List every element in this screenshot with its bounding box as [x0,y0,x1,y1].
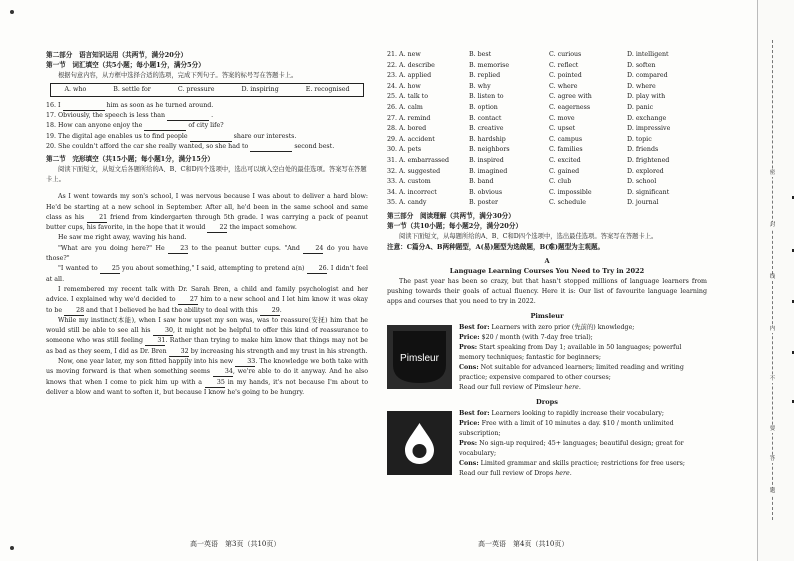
option-choice: 31. A. embarrassed [387,156,450,164]
option-row [387,156,707,167]
option-row [387,188,707,199]
option-choice: D. where [627,82,656,90]
option-choice: 34. A. incorrect [387,188,437,196]
option-row [387,71,707,82]
seal-line-char: 内 [769,326,776,332]
app-review-text: Read our full review of Pimsleur [459,384,565,392]
option-choice: C. upset [549,125,576,133]
passage-text: the impact somehow. [227,224,297,232]
cloze-blank: 33 [235,358,255,367]
fill-item-prefix: 17. Obviously, the speech is less than [46,112,168,120]
option-row [387,92,707,103]
option-choice: B. memorise [469,61,510,69]
option-choice: C. agree with [549,93,592,101]
cloze-blank: 32 [169,348,189,357]
fill-item [46,121,368,131]
option-row [387,50,707,61]
cloze-blank: 29 [260,307,280,316]
app-entry-drops [387,409,707,480]
passage-text: As I went towards my son's school, I was nervous because I was about to deliver a hard blow: He'd be starting at a new school in September. After all, he'd been in the same school and same class as his [46,193,368,221]
passage-text: He saw me right away, waving his hand. [58,234,187,242]
option-choice: B. why [469,82,491,90]
answer-blank [167,112,209,121]
option-choice: 25. A. talk to [387,93,429,101]
option-choice: B. best [469,51,492,58]
app-review-end: . [578,384,581,392]
seal-line-char: 题 [769,488,776,494]
passage-text: Now, one year later, my son fitted happily into his new [58,358,236,366]
option-choice: 30. A. pets [387,146,422,154]
app-detail-value: No sign-up required; 45+ languages; beautiful design; great for vocabulary; [459,440,684,458]
passage-paragraph [46,192,368,233]
reading-section1-title: 第一节（共10小题；每小题2分，满分20分） [387,222,523,231]
option-choice: 27. A. remind [387,114,431,122]
app-detail-line [459,323,707,333]
option-choice: 22. A. describe [387,61,435,69]
word-box-option: D. inspiring [241,85,279,93]
option-choice: D. panic [627,103,654,111]
option-row [387,61,707,72]
app-review-end: . [569,470,572,478]
option-choice: B. obvious [469,188,503,196]
app-detail-line [459,409,707,419]
option-row [387,114,707,125]
app-detail-key: Price: [459,333,480,341]
option-choice: B. poster [469,199,498,207]
option-choice: C. eagerness [549,103,591,111]
option-row [387,103,707,114]
pimsleur-logo-text: Pimsleur [400,352,439,364]
cloze-blank: 21 [87,214,107,223]
reading-note: 注意：C篇分A、B两种题型，A(易)题型为选做题，B(难)题型为主观题。 [387,242,605,251]
cloze-blank: 35 [205,379,225,388]
reading-instructions: 阅读下面短文，从每题所给的A、B、C和D四个选项中，选出最佳选项。答案写在答题卡上。 [399,232,658,240]
word-box-option: C. pressure [177,85,215,93]
seal-line-char: 密 [769,170,776,176]
option-choice: D. impressive [627,125,671,133]
fill-item-suffix: him as soon as he turned around. [104,101,214,109]
app-detail-key: Cons: [459,460,479,468]
app-review-line [459,469,707,479]
passage-text: you about something," I said, attempting to pretend a(n) [119,265,307,273]
option-choice: C. reflect [549,61,579,69]
scan-mark [10,10,14,14]
part3-title: 第三部分 阅读理解（共两节，满分30分） [387,211,515,220]
option-choice: D. topic [627,135,652,143]
cloze-blank: 31 [145,337,165,346]
app-detail-value: $20 / month (with 7-day free trial); [479,333,593,341]
passage-text: , it might not be helpful to offer this kind of reassurance to someone who was still feeling [46,327,368,345]
option-choice: B. imagined [469,167,508,175]
passage-text: in my hands, it's not because I'm about to deliver a blow and want to soften it, but because I know he's going to be hungry. [46,378,369,396]
option-choice: C. schedule [549,199,586,207]
cloze-blank: 28 [64,307,84,316]
fill-item-suffix: second best. [292,143,335,151]
answer-blank [190,133,232,142]
option-choice: B. creative [469,125,504,133]
passage-paragraph [46,357,368,398]
word-box-option: A. who [64,85,87,93]
app-detail-key: Best for: [459,409,490,417]
fill-item-prefix: 18. How can anyone enjoy the [46,122,145,130]
pimsleur-details [459,323,707,394]
left-column [46,50,368,398]
section1-instructions: 根据句意内容，从方框中选择合适的选项，完成下列句子。答案的标号写在答题卡上。 [58,71,298,79]
section1-title: 第一节 词汇填空（共5小题；每小题1分，满分5分） [46,61,205,70]
option-choice: D. intelligent [627,51,669,58]
option-choice: B. option [469,103,498,111]
scan-mark [10,546,14,550]
seal-line-char: 线 [769,274,776,280]
cloze-passage [46,192,368,398]
option-choice: C. campus [549,135,583,143]
app-detail-value: Start speaking from Day 1; available in 50 languages; powerful memory techniques; fantastic for beginners; [459,344,682,362]
app-detail-value: Learners looking to rapidly increase their vocabulary; [489,409,665,417]
passage-text: and that I believed he had the ability to deal with this [84,306,260,314]
app-detail-value: Limited grammar and skills practice; restrictions for free users; [478,460,686,468]
option-choice: 23. A. applied [387,72,432,80]
option-choice: D. friends [627,146,659,154]
passage-text: . The knowledge we both take with us moving forward is that when something seems [46,358,368,376]
option-choice: D. compared [627,72,668,80]
passage-text: to the peanut butter cups. "And [188,244,304,252]
fill-item [46,111,368,121]
cloze-blank: 30 [153,327,173,336]
passage-text: friend from kindergarten through 5th grade. I was carrying a pack of peanut butter cups, his favorite, in the hope that it would [46,213,368,232]
option-row [387,135,707,146]
option-choice: B. hardship [469,135,506,143]
passage-text: , we're able to do it anyway. And he also knows that when I come to pick him up with a [46,368,368,386]
app-detail-line [459,363,707,383]
option-choice: C. move [549,114,575,122]
passage-text: him to a new school and I let him know it was okay to be [46,296,368,314]
option-row [387,177,707,188]
option-choice: D. school [627,178,657,186]
fill-item-prefix: 16. I [46,101,63,109]
pimsleur-logo-icon [387,325,452,389]
option-row [387,82,707,93]
app-review-link[interactable]: here [564,384,579,392]
option-choice: B. contact [469,114,502,122]
option-row [387,145,707,156]
option-choice: C. impossible [549,188,592,196]
cloze-options [387,50,707,209]
option-choice: C. club [549,178,572,186]
option-choice: B. band [469,178,494,186]
seal-line-char: 不 [769,376,776,382]
seal-line-char: 封 [769,222,776,228]
option-choice: 32. A. suggested [387,167,441,175]
option-choice: 21. A. new [387,51,421,58]
option-choice: 26. A. calm [387,103,423,111]
app-review-line [459,383,707,393]
option-choice: 35. A. candy [387,199,427,207]
right-column [387,50,707,479]
option-choice: C. curious [549,51,582,58]
passage-paragraph [46,244,368,265]
app-detail-value: Learners with zero prior (先前的) knowledge; [489,323,635,331]
app-name-drops: Drops [536,397,558,406]
cloze-blank: 26 [307,265,327,274]
option-row [387,198,707,209]
option-choice: 24. A. how [387,82,421,90]
app-detail-line [459,439,707,459]
app-name-pimsleur: Pimsleur [530,311,564,320]
drops-details [459,409,707,480]
answer-blank [144,122,186,131]
app-detail-value: Free with a limit of 10 minutes a day. $10 / month unlimited subscription; [459,419,674,438]
answer-blank [63,102,105,111]
cloze-blank: 34 [213,368,233,377]
option-choice: 33. A. custom [387,178,431,186]
app-entry-pimsleur [387,323,707,394]
option-choice: D. explored [627,167,664,175]
app-detail-key: Best for: [459,323,490,331]
answer-blank [250,143,292,152]
word-box-option: E. recognised [305,85,350,93]
option-choice: C. excited [549,156,581,164]
cloze-blank: 24 [303,245,323,254]
option-choice: D. significant [627,188,670,196]
passage-text: do you have those?" [46,244,369,263]
binding-margin [757,0,794,561]
footer-left: 高一英语 第3页（共10页） [190,540,281,548]
option-choice: D. journal [627,199,659,207]
fill-item [46,101,368,111]
option-row [387,124,707,135]
footer-right: 高一英语 第4页（共10页） [478,540,569,548]
word-box [50,83,364,97]
option-choice: C. where [549,82,578,90]
app-review-link[interactable]: here [555,470,570,478]
app-detail-key: Price: [459,419,480,427]
passage-text: "What are you doing here?" He [58,244,169,252]
passage-text: . Rather than trying to make him know that things may not be as bad as they seem, I did as Dr. Bren [46,337,368,355]
passage-text: While my instinct(本能), when I saw how upset my son was, was to reassure(安抚) him that he would still be able to see all his [46,316,368,335]
fill-item-prefix: 19. The digital age enables us to find people [46,132,190,140]
option-choice: 29. A. accident [387,135,435,143]
passage-paragraph [46,285,368,316]
passage-text: . [279,306,282,314]
option-choice: D. frightened [627,156,670,164]
option-choice: D. soften [627,61,656,69]
fill-in-items [46,101,368,152]
passage-paragraph [46,233,368,243]
cloze-blank: 25 [100,265,120,274]
fill-item-suffix: share our interests. [231,132,297,140]
passage-text: "I wanted to [58,265,100,273]
fill-item-suffix: . [209,112,214,120]
fill-item-prefix: 20. She couldn't afford the car she really wanted, so she had to [46,143,251,151]
cloze-blank: 27 [178,296,198,305]
option-choice: D. play with [627,93,666,101]
passage-intro: The past year has been so crazy, but that hasn't stopped millions of language learners from pushing towards their goals of actual fluency. Here it is: Our list of favourite language learning apps and courses that you need to try in 2022. [387,277,707,306]
app-detail-line [459,459,707,469]
option-choice: C. families [549,146,583,154]
option-choice: D. exchange [627,114,667,122]
fill-item [46,132,368,142]
passage-letter: A [544,257,550,266]
passage-text: . I didn't feel at all. [46,265,368,283]
app-detail-key: Pros: [459,440,478,448]
section2-instructions: 阅读下面短文，从短文后各题所给的A、B、C和D四个选项中，选出可以填入空白处的最佳选项。答案写在答题卡上。 [46,165,367,183]
app-detail-key: Cons: [459,364,479,372]
section2-title: 第二节 完形填空（共15小题；每小题1分，满分15分） [46,155,215,164]
passage-title: Language Learning Courses You Need to Try in 2022 [449,267,645,276]
word-box-option: B. settle for [113,85,151,93]
app-detail-line [459,419,707,439]
fill-item-suffix: of city life? [186,122,224,130]
app-detail-value: Not suitable for advanced learners; limited reading and writing practice; expensive compared to other courses; [459,364,684,382]
app-detail-key: Pros: [459,344,478,352]
option-row [387,167,707,178]
seal-line-char: 答 [769,456,776,462]
cloze-blank: 23 [168,245,188,254]
option-choice: B. replied [469,72,501,80]
option-choice: 28. A. bored [387,125,427,133]
passage-paragraph [46,264,368,285]
option-choice: C. pointed [549,72,582,80]
option-choice: B. neighbors [469,146,510,154]
cloze-blank: 22 [207,224,227,233]
app-detail-line [459,333,707,343]
fill-item [46,142,368,152]
app-review-text: Read our full review of Drops [459,470,556,478]
seal-line-char: 要 [769,426,776,432]
option-choice: B. inspired [469,156,504,164]
option-choice: C. gained [549,167,580,175]
part2-title: 第二部分 语言知识运用（共两节，满分20分） [46,51,188,59]
passage-paragraph [46,316,368,357]
option-choice: B. listen to [469,93,504,101]
drops-logo-icon [387,411,452,475]
app-detail-line [459,343,707,363]
passage-text: I remembered my recent talk with Dr. Sarah Bren, a child and family psychologist and her advice. I explained why we'd decided to [46,285,368,304]
passage-text: by increasing his strength and my trust in his strength. [188,347,368,355]
